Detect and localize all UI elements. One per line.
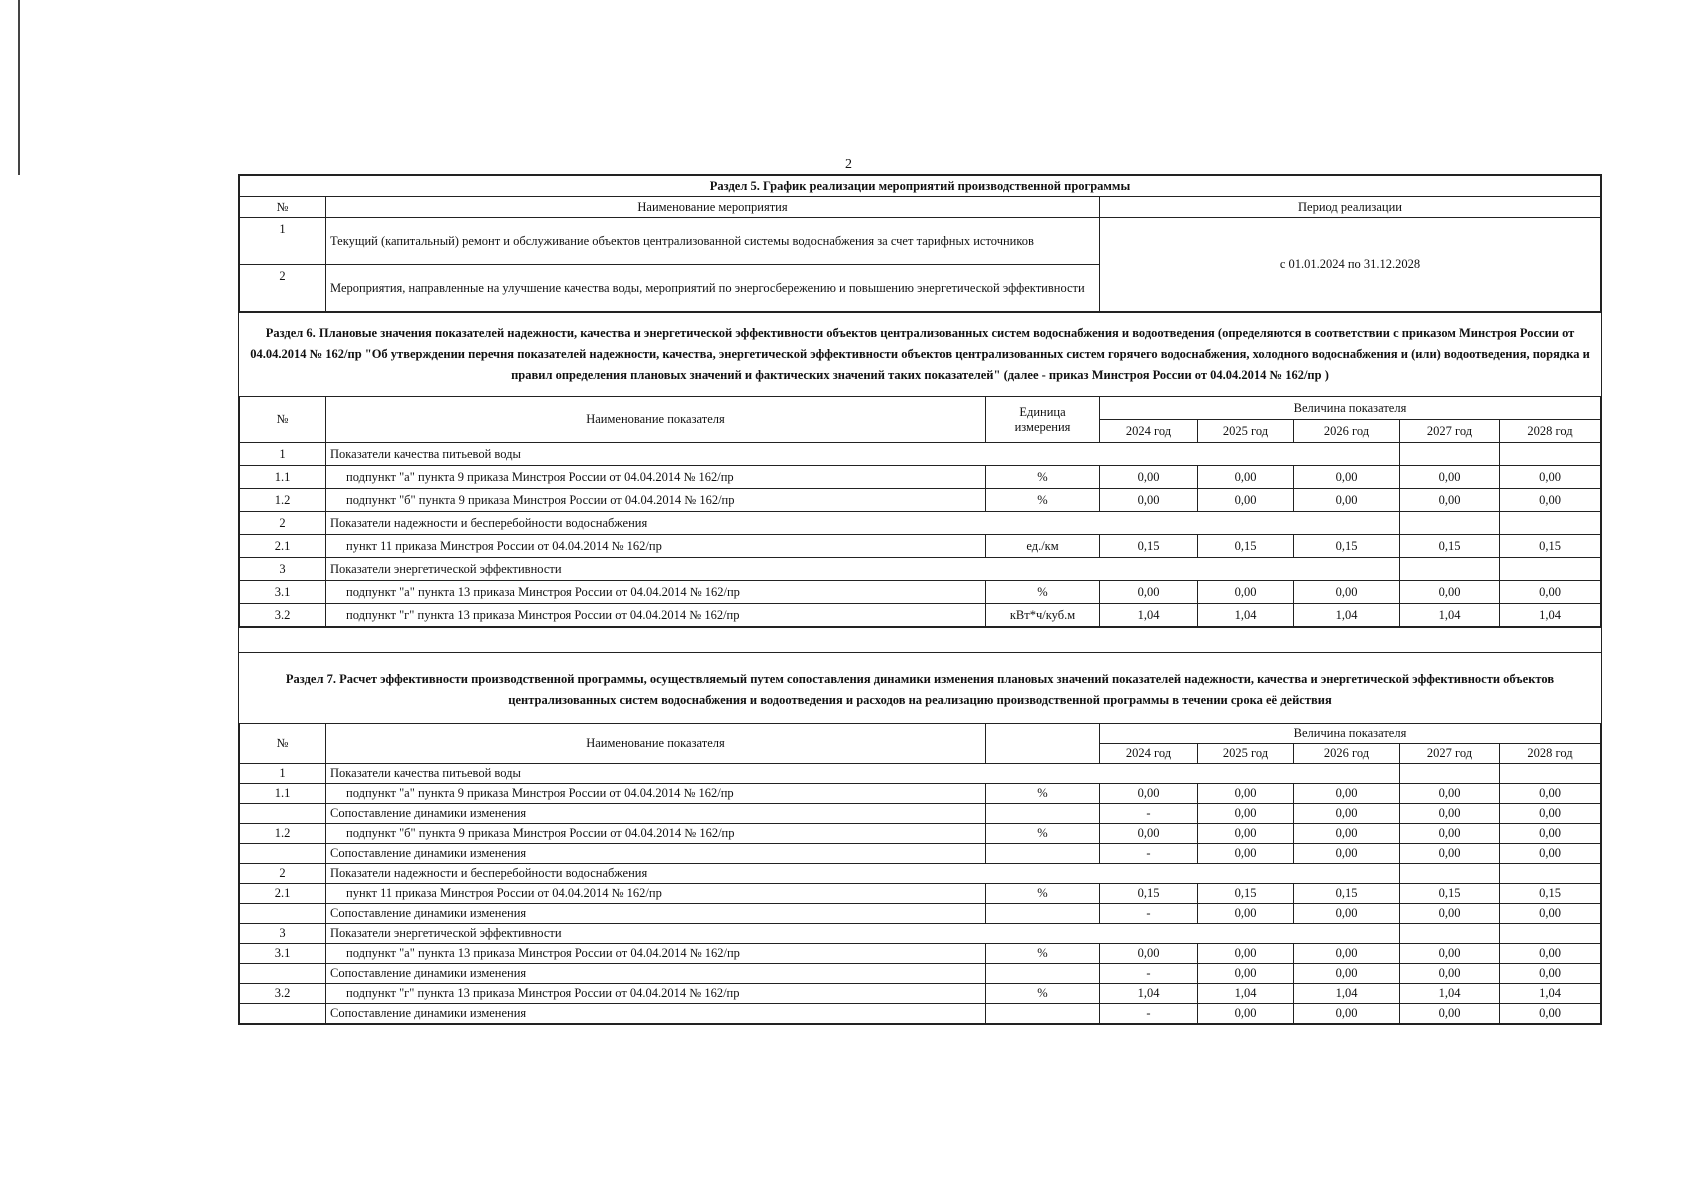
unit-cell: %: [986, 581, 1100, 604]
unit-cell: [986, 904, 1100, 924]
value-cell: 0,00: [1198, 844, 1294, 864]
unit-cell: [986, 844, 1100, 864]
value-cell: 0,00: [1400, 844, 1500, 864]
section6-body: [240, 443, 1601, 627]
indicator-name: подпункт "г" пункта 13 приказа Минстроя России от 04.04.2014 № 162/пр: [326, 604, 986, 627]
row-number: 3.1: [240, 581, 326, 604]
indicator-name: подпункт "а" пункта 13 приказа Минстроя России от 04.04.2014 № 162/пр: [326, 944, 986, 964]
value-cell: 0,15: [1198, 535, 1294, 558]
table-row: [240, 904, 1601, 924]
table-row: [240, 535, 1601, 558]
value-cell: 0,00: [1400, 466, 1500, 489]
value-cell: 1,04: [1100, 984, 1198, 1004]
section6-table: [239, 396, 1601, 627]
group-name: Показатели надежности и бесперебойности водоснабжения: [326, 864, 1400, 884]
table-row: [240, 824, 1601, 844]
value-cell: 0,00: [1198, 964, 1294, 984]
value-cell: 0,00: [1198, 1004, 1294, 1024]
value-cell: 0,15: [1198, 884, 1294, 904]
row-number: [240, 1004, 326, 1024]
value-cell: 0,00: [1294, 581, 1400, 604]
value-cell: 0,00: [1294, 824, 1400, 844]
binder-line: [18, 0, 20, 175]
unit-cell: %: [986, 466, 1100, 489]
table-row: [240, 964, 1601, 984]
value-cell: 0,00: [1500, 489, 1601, 512]
indicator-name: подпункт "б" пункта 9 приказа Минстроя России от 04.04.2014 № 162/пр: [326, 489, 986, 512]
empty-cell: [1500, 558, 1601, 581]
value-cell: 0,00: [1100, 784, 1198, 804]
value-cell: 0,00: [1500, 964, 1601, 984]
section6-header-name: Наименование показателя: [326, 397, 986, 443]
section5-row-num: 1: [240, 218, 326, 265]
row-number: 3.2: [240, 984, 326, 1004]
value-cell: 0,00: [1500, 784, 1601, 804]
value-cell: 0,00: [1294, 1004, 1400, 1024]
section7-header-year: 2024 год: [1100, 744, 1198, 764]
table-row: [240, 804, 1601, 824]
value-cell: 0,00: [1500, 581, 1601, 604]
value-cell: 0,00: [1294, 489, 1400, 512]
unit-cell: ед./км: [986, 535, 1100, 558]
value-cell: 1,04: [1100, 604, 1198, 627]
page-number: 2: [845, 157, 852, 172]
empty-cell: [1400, 512, 1500, 535]
row-number: [240, 964, 326, 984]
unit-cell: [986, 964, 1100, 984]
section5-title: Раздел 5. График реализации мероприятий производственной программы: [240, 176, 1601, 197]
unit-cell: [986, 1004, 1100, 1024]
value-cell: 0,00: [1198, 824, 1294, 844]
table-row: [240, 984, 1601, 1004]
group-row: [240, 512, 1601, 535]
section5-row-num: 2: [240, 265, 326, 312]
empty-cell: [1400, 924, 1500, 944]
indicator-name: пункт 11 приказа Минстроя России от 04.04.2014 № 162/пр: [326, 884, 986, 904]
value-cell: 0,00: [1500, 904, 1601, 924]
value-cell: 0,00: [1198, 581, 1294, 604]
indicator-name: подпункт "г" пункта 13 приказа Минстроя России от 04.04.2014 № 162/пр: [326, 984, 986, 1004]
row-number: 3.1: [240, 944, 326, 964]
value-cell: 0,00: [1500, 1004, 1601, 1024]
value-cell: 0,00: [1294, 804, 1400, 824]
indicator-name: Сопоставление динамики изменения: [326, 844, 986, 864]
value-cell: 0,00: [1400, 489, 1500, 512]
empty-cell: [1400, 558, 1500, 581]
value-cell: -: [1100, 844, 1198, 864]
value-cell: 0,00: [1400, 824, 1500, 844]
table-row: [240, 581, 1601, 604]
value-cell: -: [1100, 1004, 1198, 1024]
unit-cell: [986, 804, 1100, 824]
value-cell: 0,00: [1500, 944, 1601, 964]
group-name: Показатели качества питьевой воды: [326, 443, 1400, 466]
section7-header-value: Величина показателя: [1100, 724, 1601, 744]
value-cell: 0,15: [1500, 884, 1601, 904]
section6-header-unit: Единица измерения: [986, 397, 1100, 443]
table-row: [240, 884, 1601, 904]
value-cell: -: [1100, 804, 1198, 824]
row-number: 1: [240, 443, 326, 466]
indicator-name: подпункт "б" пункта 9 приказа Минстроя России от 04.04.2014 № 162/пр: [326, 824, 986, 844]
group-row: [240, 864, 1601, 884]
table-row: [240, 844, 1601, 864]
row-number: 2: [240, 864, 326, 884]
value-cell: 1,04: [1500, 604, 1601, 627]
indicator-name: Сопоставление динамики изменения: [326, 1004, 986, 1024]
group-row: [240, 924, 1601, 944]
unit-cell: %: [986, 884, 1100, 904]
row-number: 1: [240, 764, 326, 784]
row-number: 2.1: [240, 884, 326, 904]
section5-row-name: Текущий (капитальный) ремонт и обслуживание объектов централизованной системы водоснабжения за счет тарифных источников: [326, 218, 1100, 265]
row-number: [240, 804, 326, 824]
unit-cell: %: [986, 984, 1100, 1004]
group-name: Показатели энергетической эффективности: [326, 558, 1400, 581]
value-cell: 0,00: [1400, 904, 1500, 924]
value-cell: 0,00: [1198, 466, 1294, 489]
table-row: [240, 466, 1601, 489]
section6-header-value: Величина показателя: [1100, 397, 1601, 420]
value-cell: 0,15: [1100, 884, 1198, 904]
section7-header-name: Наименование показателя: [326, 724, 986, 764]
row-number: 1.1: [240, 784, 326, 804]
row-number: 2.1: [240, 535, 326, 558]
value-cell: 0,00: [1400, 804, 1500, 824]
row-number: 1.1: [240, 466, 326, 489]
row-number: 3: [240, 924, 326, 944]
section6-title: Раздел 6. Плановые значения показателей надежности, качества и энергетической эффективности объектов централизованных систем водоснабжения и водоотведения (определяются в соответствии с приказом Минстроя России от 04.04.2014 № 162/пр "Об утверждении перечня показателей надежности, качества, энергетической эффективности объектов централизованных систем горячего водоснабжения, холодного водоснабжения и (или) водоотведения, порядка и правил определения плановых значений и фактических значений таких показателей" (далее - приказ Минстроя России от 04.04.2014 № 162/пр ): [239, 312, 1601, 396]
value-cell: 0,00: [1198, 944, 1294, 964]
value-cell: 0,00: [1294, 964, 1400, 984]
value-cell: 0,00: [1400, 581, 1500, 604]
group-row: [240, 443, 1601, 466]
value-cell: 0,00: [1198, 904, 1294, 924]
empty-cell: [1400, 443, 1500, 466]
empty-cell: [1500, 512, 1601, 535]
value-cell: 1,04: [1400, 604, 1500, 627]
value-cell: 0,00: [1100, 489, 1198, 512]
row-number: 3: [240, 558, 326, 581]
section7-header-num: №: [240, 724, 326, 764]
group-row: [240, 764, 1601, 784]
value-cell: 0,00: [1400, 1004, 1500, 1024]
section5-header-period: Период реализации: [1100, 197, 1601, 218]
unit-cell: кВт*ч/куб.м: [986, 604, 1100, 627]
value-cell: 0,00: [1198, 489, 1294, 512]
value-cell: 0,00: [1294, 844, 1400, 864]
value-cell: 0,00: [1100, 581, 1198, 604]
table-row: [240, 604, 1601, 627]
section6-header-num: №: [240, 397, 326, 443]
empty-cell: [1400, 864, 1500, 884]
section7-table: [239, 723, 1601, 1024]
section5-header-name: Наименование мероприятия: [326, 197, 1100, 218]
value-cell: 0,00: [1100, 466, 1198, 489]
value-cell: 0,00: [1294, 784, 1400, 804]
row-number: 1.2: [240, 489, 326, 512]
section7-title: Раздел 7. Расчет эффективности производственной программы, осуществляемый путем сопоставления динамики изменения плановых значений показателей надежности, качества и энергетической эффективности объектов централизованных систем водоснабжения и водоотведения и расходов на реализацию производственной программы в течении срока её действия: [239, 652, 1601, 723]
value-cell: 0,00: [1294, 466, 1400, 489]
indicator-name: Сопоставление динамики изменения: [326, 964, 986, 984]
row-number: [240, 904, 326, 924]
section7-body: [240, 764, 1601, 1024]
empty-cell: [1500, 764, 1601, 784]
section7-header-year: 2027 год: [1400, 744, 1500, 764]
section7-header-unit: [986, 724, 1100, 764]
section6-header-year: 2024 год: [1100, 420, 1198, 443]
value-cell: 1,04: [1198, 604, 1294, 627]
value-cell: 1,04: [1294, 984, 1400, 1004]
value-cell: 0,15: [1100, 535, 1198, 558]
value-cell: 0,15: [1400, 884, 1500, 904]
table-row: [240, 944, 1601, 964]
empty-cell: [1400, 764, 1500, 784]
indicator-name: подпункт "а" пункта 9 приказа Минстроя России от 04.04.2014 № 162/пр: [326, 784, 986, 804]
empty-cell: [1500, 864, 1601, 884]
section6-header-year: 2028 год: [1500, 420, 1601, 443]
value-cell: 0,00: [1500, 824, 1601, 844]
value-cell: 0,00: [1100, 824, 1198, 844]
group-name: Показатели энергетической эффективности: [326, 924, 1400, 944]
section5-row-name: Мероприятия, направленные на улучшение качества воды, мероприятий по энергосбережению и повышению энергетической эффективности: [326, 265, 1100, 312]
indicator-name: подпункт "а" пункта 9 приказа Минстроя России от 04.04.2014 № 162/пр: [326, 466, 986, 489]
value-cell: 0,00: [1294, 904, 1400, 924]
value-cell: 0,15: [1500, 535, 1601, 558]
section7-header-year: 2028 год: [1500, 744, 1601, 764]
section7-header-year: 2025 год: [1198, 744, 1294, 764]
value-cell: 0,00: [1198, 804, 1294, 824]
value-cell: 1,04: [1198, 984, 1294, 1004]
indicator-name: пункт 11 приказа Минстроя России от 04.04.2014 № 162/пр: [326, 535, 986, 558]
section5-table: [239, 175, 1601, 312]
value-cell: -: [1100, 904, 1198, 924]
section5-header-num: №: [240, 197, 326, 218]
empty-cell: [1500, 443, 1601, 466]
unit-cell: %: [986, 824, 1100, 844]
value-cell: 0,15: [1294, 535, 1400, 558]
value-cell: 1,04: [1400, 984, 1500, 1004]
value-cell: 0,00: [1400, 964, 1500, 984]
table-row: [240, 784, 1601, 804]
value-cell: 0,00: [1500, 804, 1601, 824]
group-row: [240, 558, 1601, 581]
empty-cell: [1500, 924, 1601, 944]
section6-header-year: 2027 год: [1400, 420, 1500, 443]
section7-header-year: 2026 год: [1294, 744, 1400, 764]
indicator-name: подпункт "а" пункта 13 приказа Минстроя России от 04.04.2014 № 162/пр: [326, 581, 986, 604]
section-spacer: [239, 627, 1601, 652]
unit-cell: %: [986, 489, 1100, 512]
group-name: Показатели надежности и бесперебойности водоснабжения: [326, 512, 1400, 535]
document-frame: [238, 174, 1602, 1025]
value-cell: 0,00: [1400, 784, 1500, 804]
table-row: [240, 1004, 1601, 1024]
unit-cell: %: [986, 944, 1100, 964]
value-cell: 0,15: [1400, 535, 1500, 558]
indicator-name: Сопоставление динамики изменения: [326, 804, 986, 824]
value-cell: 0,00: [1198, 784, 1294, 804]
value-cell: 0,15: [1294, 884, 1400, 904]
value-cell: 1,04: [1500, 984, 1601, 1004]
value-cell: 0,00: [1400, 944, 1500, 964]
value-cell: 0,00: [1294, 944, 1400, 964]
section5-period-value: с 01.01.2024 по 31.12.2028: [1100, 218, 1601, 312]
unit-cell: %: [986, 784, 1100, 804]
group-name: Показатели качества питьевой воды: [326, 764, 1400, 784]
indicator-name: Сопоставление динамики изменения: [326, 904, 986, 924]
value-cell: 0,00: [1500, 844, 1601, 864]
table-row: [240, 489, 1601, 512]
row-number: 3.2: [240, 604, 326, 627]
section6-header-year: 2025 год: [1198, 420, 1294, 443]
value-cell: 0,00: [1100, 944, 1198, 964]
value-cell: 0,00: [1500, 466, 1601, 489]
row-number: [240, 844, 326, 864]
section6-header-year: 2026 год: [1294, 420, 1400, 443]
row-number: 2: [240, 512, 326, 535]
row-number: 1.2: [240, 824, 326, 844]
value-cell: -: [1100, 964, 1198, 984]
value-cell: 1,04: [1294, 604, 1400, 627]
